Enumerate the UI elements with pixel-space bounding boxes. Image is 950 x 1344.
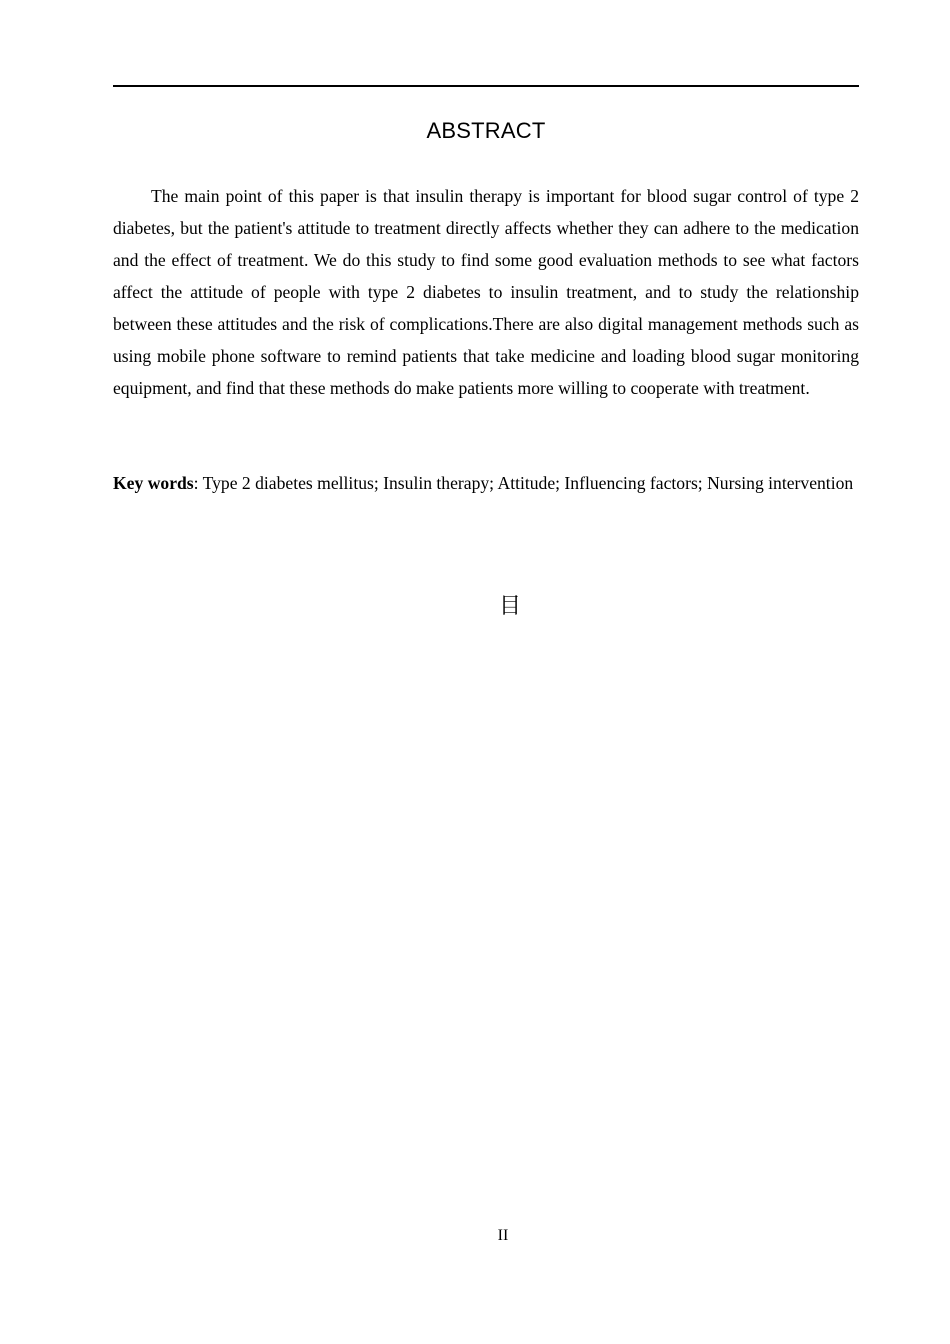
abstract-body: The main point of this paper is that insulin therapy is important for blood sugar control of type 2 diabetes, but the patient's attitude to treatment directly affects whether they can adhere to the medication and the effect of treatment. We do this study to find some good evaluation methods to see what factors affect the attitude of people with type 2 diabetes to insulin treatment, and to study the relationship between these attitudes and the risk of complications.There are also digital management methods such as using mobile phone software to remind patients that take medicine and loading blood sugar monitoring equipment, and find that these methods do make patients more willing to cooperate with treatment.: [113, 186, 859, 398]
keywords-separator: :: [193, 473, 203, 493]
header-rule: [113, 85, 859, 87]
keywords-paragraph: [113, 467, 859, 499]
keywords-label: Key words: [113, 473, 194, 493]
page-number: II: [497, 1227, 509, 1244]
keywords-text: Type 2 diabetes mellitus; Insulin therapy; Attitude; Influencing factors; Nursing intervention: [202, 473, 854, 493]
abstract-title: ABSTRACT: [426, 118, 546, 143]
toc-heading: 目: [498, 594, 521, 619]
